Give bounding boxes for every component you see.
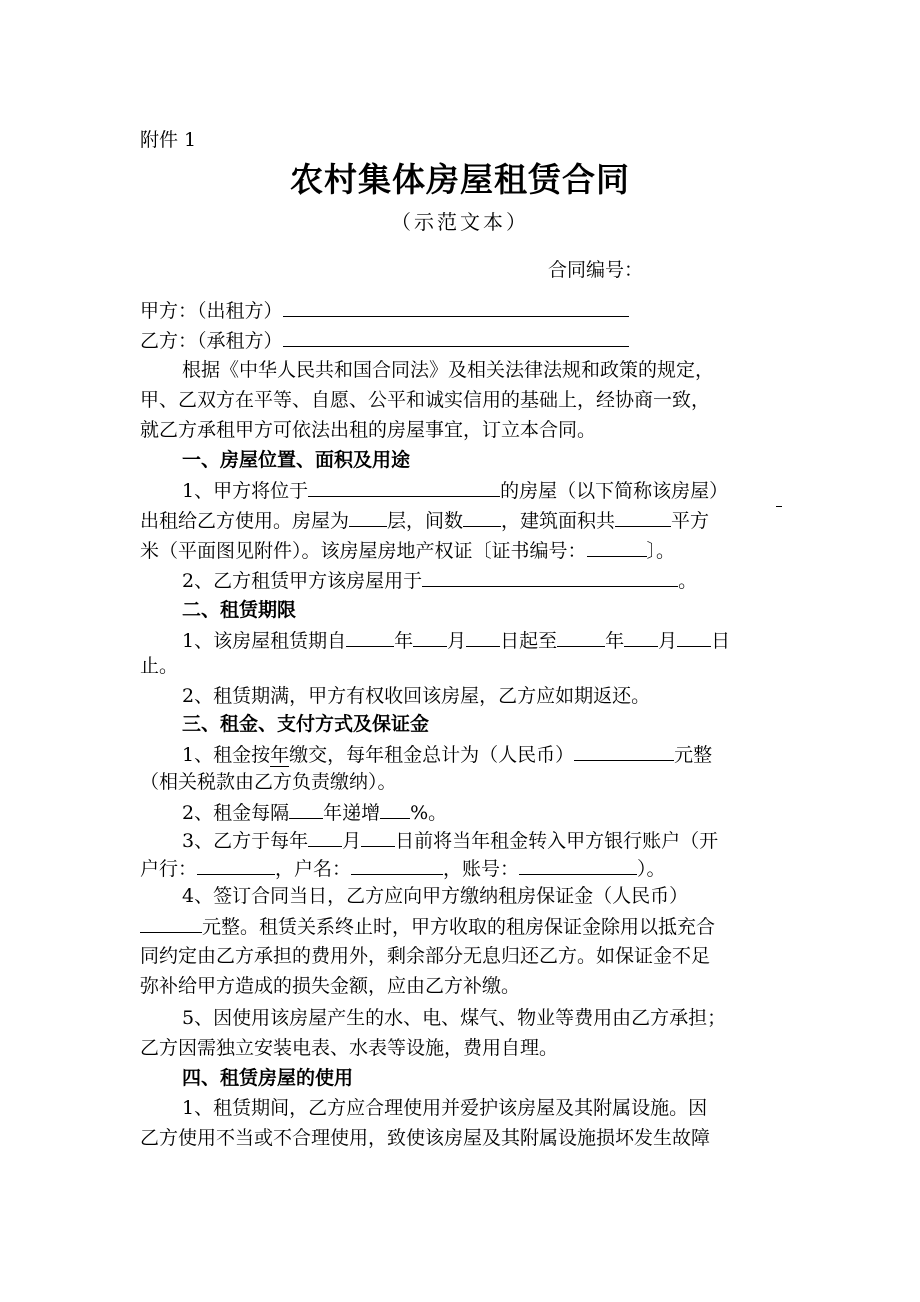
start-day-blank[interactable]	[466, 628, 500, 647]
end-day-blank[interactable]	[677, 628, 711, 647]
document-subtitle: （示范文本）	[391, 210, 529, 234]
account-number-blank[interactable]	[519, 856, 637, 875]
s2-clause-2: 2、租赁期满，甲方有权收回该房屋，乙方应如期返还。	[182, 685, 651, 707]
certificate-number-blank[interactable]	[587, 538, 647, 557]
preamble-line-1: 根据《中华人民共和国合同法》及相关法律法规和政策的规定，	[182, 359, 715, 381]
preamble-line-2: 甲、乙双方在平等、自愿、公平和诚实信用的基础上，经协商一致，	[140, 389, 711, 411]
deposit-blank[interactable]	[140, 914, 202, 933]
s3-clause-1-line-2: （相关税款由乙方负责缴纳）。	[140, 771, 397, 793]
floor-blank[interactable]	[349, 508, 387, 527]
rooms-blank[interactable]	[463, 508, 501, 527]
s3-clause-4-line-3: 同约定由乙方承担的费用外，剩余部分无息归还乙方。如保证金不足	[140, 945, 711, 967]
s3-clause-2: 2、租金每隔 年递增 %。	[182, 802, 448, 824]
s3-clause-5-line-2: 乙方因需独立安装电表、水表等设施，费用自理。	[140, 1037, 559, 1059]
s4-clause-1-line-2: 乙方使用不当或不合理使用，致使该房屋及其附属设施损坏发生故障	[140, 1127, 711, 1149]
start-month-blank[interactable]	[413, 628, 447, 647]
s2-clause-1-line-1: 1、该房屋租赁期自 年 月 日起至 年 月 日	[182, 630, 731, 652]
s3-clause-4-line-4: 弥补给甲方造成的损失金额，应由乙方补缴。	[140, 975, 521, 997]
payment-cycle-value: 年	[270, 744, 290, 766]
s2-clause-1-line-2: 止。	[140, 655, 179, 677]
party-a-blank[interactable]	[283, 298, 629, 317]
end-year-blank[interactable]	[557, 628, 605, 647]
location-blank[interactable]	[308, 478, 500, 497]
preamble-line-3: 就乙方承租甲方可依法出租的房屋事宜，订立本合同。	[140, 419, 597, 441]
area-blank[interactable]	[615, 508, 671, 527]
s3-clause-4-line-1: 4、签订合同当日，乙方应向甲方缴纳租房保证金（人民币）	[182, 885, 689, 907]
bank-blank[interactable]	[197, 856, 275, 875]
s3-clause-1-line-1: 1、租金按年缴交，每年租金总计为（人民币） 元整	[182, 744, 713, 766]
s1-clause-1-line-3: 米（平面图见附件）。该房屋房地产权证〔证书编号： 〕。	[140, 540, 676, 562]
start-year-blank[interactable]	[346, 628, 394, 647]
document-title: 农村集体房屋租赁合同	[290, 160, 630, 199]
section-1-heading: 一、房屋位置、面积及用途	[182, 449, 411, 471]
party-a-line	[140, 298, 629, 323]
increase-interval-blank[interactable]	[289, 800, 323, 819]
usage-blank[interactable]	[422, 568, 678, 587]
s3-clause-5-line-1: 5、因使用该房屋产生的水、电、煤气、物业等费用由乙方承担；	[182, 1007, 727, 1029]
party-b-line	[140, 328, 629, 353]
annual-rent-blank[interactable]	[574, 742, 674, 761]
party-a-label: 甲方：（出租方）	[140, 300, 283, 322]
s3-clause-3-line-2: 户行： ，户名： ，账号： ）。	[140, 858, 666, 880]
stray-mark	[776, 506, 782, 507]
contract-number-label: 合同编号：	[548, 259, 644, 281]
section-4-heading: 四、租赁房屋的使用	[182, 1067, 354, 1089]
party-b-blank[interactable]	[283, 328, 629, 347]
s1-clause-2: 2、乙方租赁甲方该房屋用于 。	[182, 570, 698, 592]
pay-month-blank[interactable]	[308, 828, 342, 847]
account-name-blank[interactable]	[351, 856, 443, 875]
section-3-heading: 三、租金、支付方式及保证金	[182, 713, 430, 735]
pay-day-blank[interactable]	[361, 828, 395, 847]
increase-rate-blank[interactable]	[380, 800, 410, 819]
s1-clause-1-line-2: 出租给乙方使用。房屋为 层，间数 ，建筑面积共 平方	[140, 510, 710, 532]
s3-clause-3-line-1: 3、乙方于每年 月 日前将当年租金转入甲方银行账户（开	[182, 830, 719, 852]
end-month-blank[interactable]	[624, 628, 658, 647]
annex-label: 附件 1	[140, 129, 197, 151]
s3-clause-4-line-2: 元整。租赁关系终止时，甲方收取的租房保证金除用以抵充合	[140, 914, 715, 939]
section-2-heading: 二、租赁期限	[182, 599, 297, 621]
s4-clause-1-line-1: 1、租赁期间，乙方应合理使用并爱护该房屋及其附属设施。因	[182, 1097, 708, 1119]
s1-clause-1-line-1: 1、甲方将位于 的房屋（以下简称该房屋）	[182, 480, 729, 502]
party-b-label: 乙方：（承租方）	[140, 330, 283, 352]
